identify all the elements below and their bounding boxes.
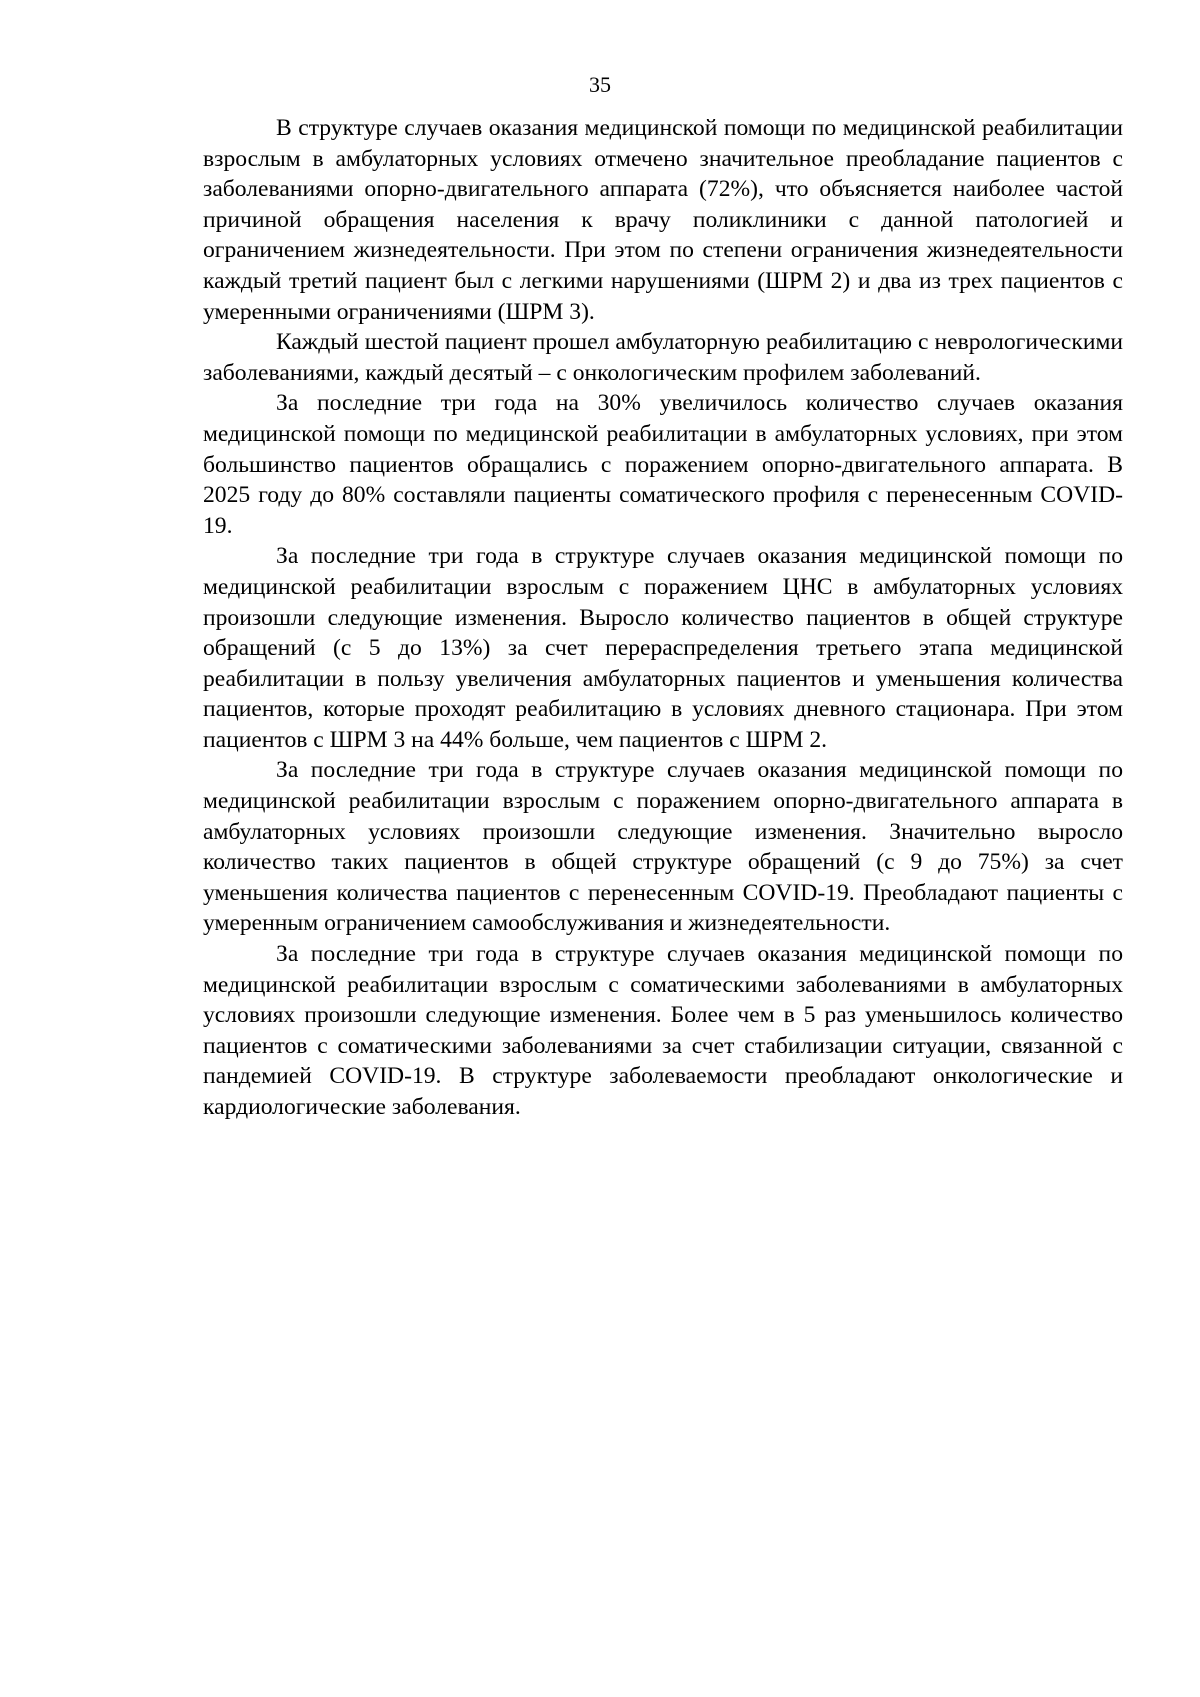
document-body — [203, 113, 1123, 1123]
paragraph-cns-changes: За последние три года в структуре случаев оказания медицинской помощи по медицинской реабилитации взрослым с поражением ЦНС в амбулаторных условиях произошли следующие изменения. Выросло количество пациентов в общей структуре обращений (с 5 до 13%) за счет перераспределения третьего этапа медицинской реабилитации в пользу увеличения амбулаторных пациентов и уменьшения количества пациентов, которые проходят реабилитацию в условиях дневного стационара. При этом пациентов с ШРМ 3 на 44% больше, чем пациентов с ШРМ 2. — [203, 543, 1123, 753]
paragraph-somatic-changes: За последние три года в структуре случаев оказания медицинской помощи по медицинской реабилитации взрослым с соматическими заболеваниями в амбулаторных условиях произошли следующие изменения. Более чем в 5 раз уменьшилось количество пациентов с соматическими заболеваниями за счет стабилизации ситуации, связанной с пандемией COVID-19. В структуре заболеваемости преобладают онкологические и кардиологические заболевания. — [203, 941, 1123, 1120]
paragraph-musculoskeletal-changes: За последние три года в структуре случаев оказания медицинской помощи по медицинской реабилитации взрослым с поражением опорно-двигательного аппарата в амбулаторных условиях произошли следующие изменения. Значительно выросло количество таких пациентов в общей структуре обращений (с 9 до 75%) за счет уменьшения количества пациентов с перенесенным COVID-19. Преобладают пациенты с умеренным ограничением самообслуживания и жизнедеятельности. — [203, 757, 1123, 937]
paragraph-three-year-growth: За последние три года на 30% увеличилось количество случаев оказания медицинской помощи по медицинской реабилитации в амбулаторных условиях, при этом большинство пациентов обращались с поражением опорно-двигательного аппарата. В 2025 году до 80% составляли пациенты соматического профиля с перенесенным COVID-19. — [203, 390, 1123, 539]
paragraph-rehab-structure: В структуре случаев оказания медицинской помощи по медицинской реабилитации взрослым в амбулаторных условиях отмечено значительное преобладание пациентов с заболеваниями опорно-двигательного аппарата (72%), что объясняется наиболее частой причиной обращения населения к врачу поликлиники с данной патологией и ограничением жизнедеятельности. При этом по степени ограничения жизнедеятельности каждый третий пациент был с легкими нарушениями (ШРМ 2) и два из трех пациентов с умеренными ограничениями (ШРМ 3). — [203, 115, 1123, 325]
page-number: 35 — [589, 72, 611, 97]
paragraph-neuro-onco-share: Каждый шестой пациент прошел амбулаторную реабилитацию с неврологическими заболеваниями, каждый десятый – с онкологическим профилем заболеваний. — [203, 329, 1123, 386]
